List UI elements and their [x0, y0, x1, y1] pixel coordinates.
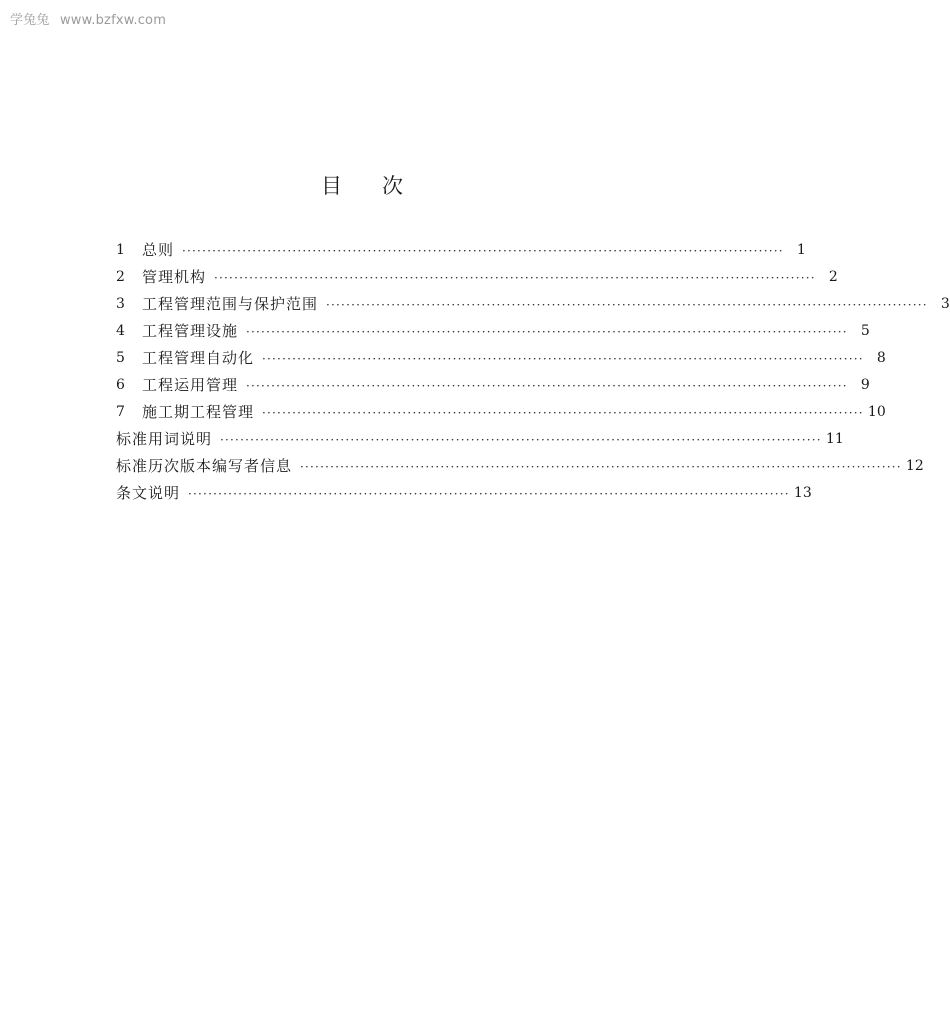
toc-entry-6[interactable] [116, 371, 870, 398]
toc-entry-label: 条文说明 [116, 484, 181, 502]
toc-leader-dots: ························································································································ [262, 352, 864, 366]
toc-entry-label: 施工期工程管理 [142, 403, 255, 421]
toc-entry-label: 总则 [142, 241, 175, 259]
toc-entry-label: 工程运用管理 [142, 376, 239, 394]
toc-entry-page: 8 [876, 349, 886, 366]
toc-leader-dots: ························································································································ [262, 406, 864, 420]
toc-entry-4[interactable] [116, 317, 870, 344]
toc-entry-1[interactable] [116, 236, 806, 263]
toc-entry-label: 管理机构 [142, 268, 207, 286]
toc-entry-number: 7 [116, 403, 125, 420]
toc-entry-3[interactable] [116, 290, 950, 317]
toc-entry-page: 3 [940, 295, 950, 312]
toc-entry-number: 5 [116, 349, 125, 366]
toc-leader-dots: ························································································································ [188, 487, 790, 501]
toc-entry-label: 工程管理设施 [142, 322, 239, 340]
toc-entry-page: 1 [796, 241, 806, 258]
toc-entry-terms[interactable] [116, 425, 844, 452]
watermark [10, 9, 166, 28]
toc-leader-dots: ························································································································ [326, 298, 928, 312]
toc-entry-2[interactable] [116, 263, 838, 290]
toc-leader-dots: ························································································································ [246, 379, 848, 393]
toc-entry-page: 5 [860, 322, 870, 339]
toc-entry-7[interactable] [116, 398, 886, 425]
toc-leader-dots: ························································································································ [246, 325, 848, 339]
page-title: 目次 [321, 174, 443, 198]
table-of-contents [116, 236, 950, 506]
toc-leader-dots: ························································································································ [220, 433, 822, 447]
toc-entry-page: 11 [825, 430, 844, 447]
watermark-brand: 学兔兔 [10, 13, 50, 28]
toc-entry-number: 2 [116, 268, 125, 285]
toc-entry-explanation[interactable] [116, 479, 812, 506]
toc-entry-page: 12 [905, 457, 924, 474]
toc-entry-page: 13 [793, 484, 812, 501]
toc-leader-dots: ························································································································ [182, 244, 784, 258]
toc-entry-5[interactable] [116, 344, 886, 371]
watermark-site: www.bzfxw.com [59, 13, 167, 28]
toc-entry-page: 2 [828, 268, 838, 285]
toc-entry-label: 工程管理自动化 [142, 349, 255, 367]
toc-entry-label: 标准用词说明 [116, 430, 213, 448]
toc-leader-dots: ························································································································ [214, 271, 816, 285]
toc-entry-number: 6 [116, 376, 125, 393]
toc-entry-page: 9 [860, 376, 870, 393]
toc-entry-history[interactable] [116, 452, 924, 479]
toc-entry-number: 1 [116, 241, 125, 258]
toc-entry-page: 10 [867, 403, 886, 420]
toc-leader-dots: ························································································································ [300, 460, 902, 474]
toc-entry-label: 标准历次版本编写者信息 [116, 457, 293, 475]
toc-entry-number: 4 [116, 322, 125, 339]
toc-entry-number: 3 [116, 295, 125, 312]
toc-entry-label: 工程管理范围与保护范围 [142, 295, 319, 313]
